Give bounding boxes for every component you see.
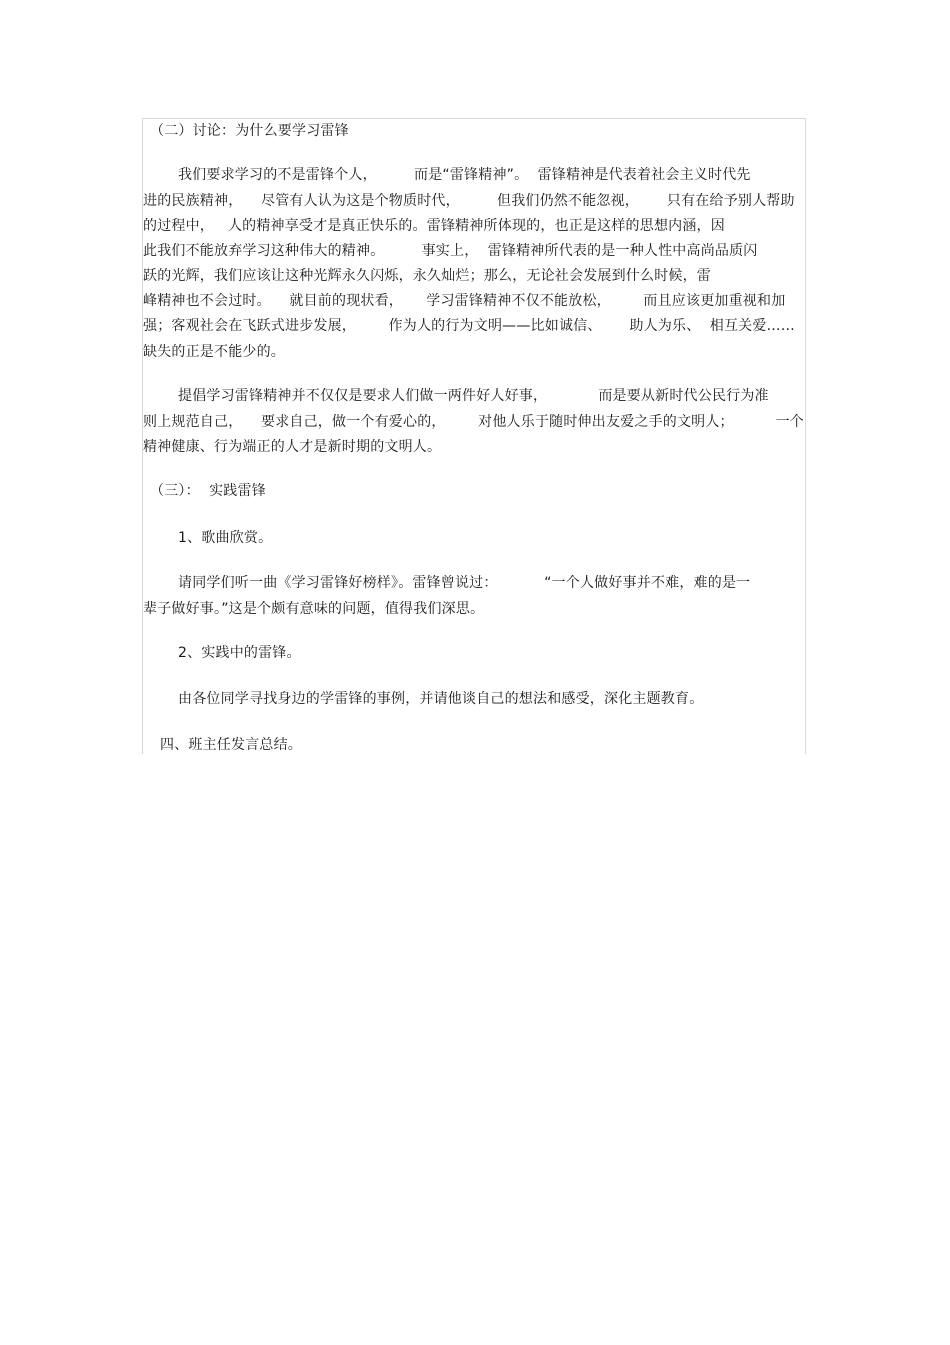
paragraph-line: 由各位同学寻找身边的学雷锋的事例，并请他谈自己的想法和感受，深化主题教育。 bbox=[178, 691, 704, 707]
paragraph-line: 缺失的正是不能少的。 bbox=[143, 344, 285, 360]
paragraph-line: 精神健康、行为端正的人才是新时期的文明人。 bbox=[143, 439, 442, 455]
subheading-practice: 2、实践中的雷锋。 bbox=[178, 645, 301, 661]
paragraph-line: 我们要求学习的不是雷锋个人， 而是“雷锋精神”。 雷锋精神是代表着社会主义时代先 bbox=[178, 167, 751, 183]
paragraph-line: 此我们不能放弃学习这种伟大的精神。 事实上， 雷锋精神所代表的是一种人性中高尚品质闪 bbox=[143, 243, 758, 259]
section-heading-practice: （三）： 实践雷锋 bbox=[150, 483, 266, 499]
paragraph-line: 跃的光辉，我们应该让这种光辉永久闪烁，永久灿烂；那么，无论社会发展到什么时候，雷 bbox=[143, 268, 711, 284]
paragraph-line: 请同学们听一曲《学习雷锋好榜样》。雷锋曾说过： “一个人做好事并不难，难的是一 bbox=[178, 575, 751, 591]
paragraph-line: 辈子做好事。”这是个颇有意味的问题，值得我们深思。 bbox=[143, 601, 485, 617]
paragraph-line: 强；客观社会在飞跃式进步发展， 作为人的行为文明——比如诚信、 助人为乐、 相互关爱…… bbox=[143, 318, 795, 334]
paragraph-line: 进的民族精神， 尽管有人认为这是个物质时代， 但我们仍然不能忽视， 只有在给予别人帮助 bbox=[143, 193, 795, 209]
section-heading-discussion: （二）讨论：为什么要学习雷锋 bbox=[150, 123, 349, 139]
paragraph-line: 提倡学习雷锋精神并不仅仅是要求人们做一两件好人好事， 而是要从新时代公民行为准 bbox=[178, 388, 769, 404]
subheading-song: 1、歌曲欣赏。 bbox=[178, 530, 273, 546]
paragraph-line: 则上规范自己， 要求自己，做一个有爱心的， 对他人乐于随时伸出友爱之手的文明人； 一个 bbox=[143, 414, 805, 430]
section-heading-summary: 四、班主任发言总结。 bbox=[160, 737, 302, 753]
paragraph-line: 的过程中， 人的精神享受才是真正快乐的。雷锋精神所体现的，也正是这样的思想内涵，因 bbox=[143, 218, 725, 234]
paragraph-line: 峰精神也不会过时。 就目前的现状看， 学习雷锋精神不仅不能放松， 而且应该更加重视和加 bbox=[143, 293, 786, 309]
